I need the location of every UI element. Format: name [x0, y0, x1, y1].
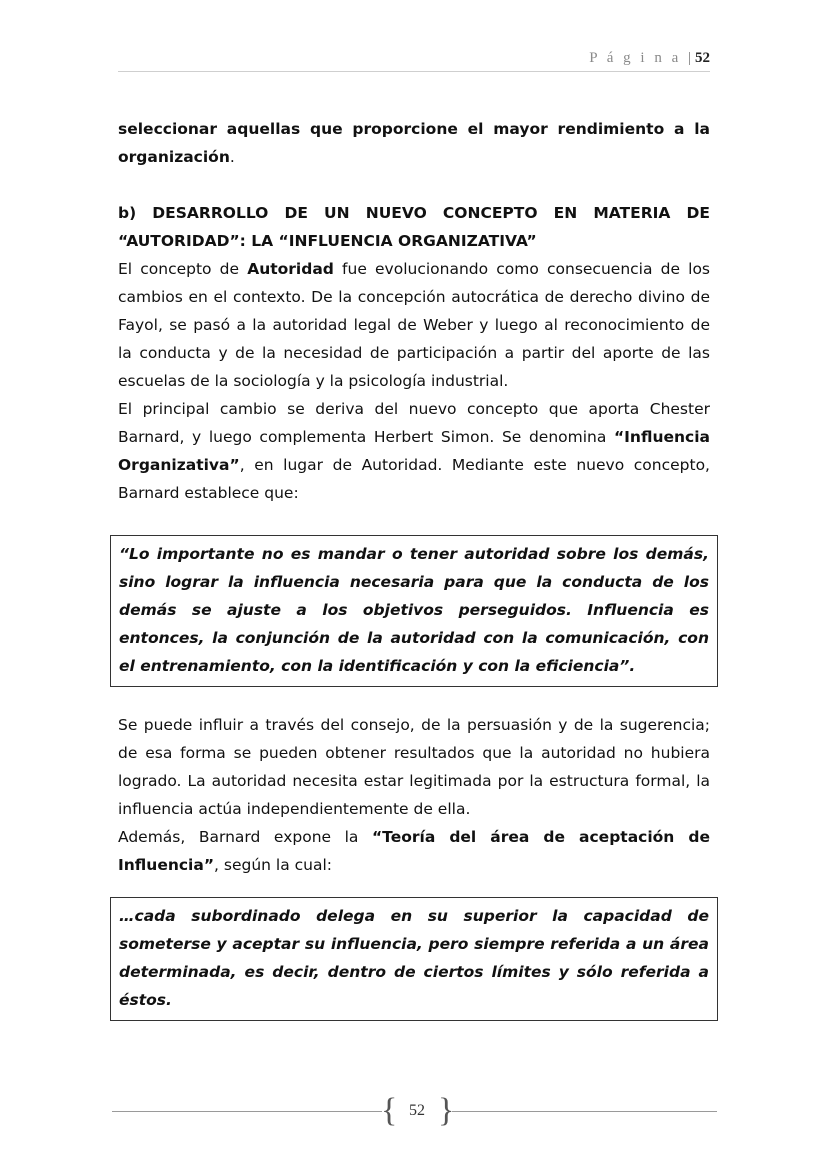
para1-text-a: El concepto de	[118, 260, 248, 278]
quote1-text: “Lo importante no es mandar o tener autoridad sobre los demás, sino lograr la influencia necesaria para que la conducta de los demás se ajuste a los objetivos perseguidos. Influencia es entonces, la conjunción de la autoridad con la comunicación, con el entrenamiento, con la identificación y con la eficiencia”.	[119, 545, 709, 675]
para4-bold: “Teoría del área de aceptación de Influencia”	[118, 828, 710, 874]
page-header	[118, 50, 710, 72]
header-rule	[118, 71, 710, 72]
page-body	[118, 115, 710, 1021]
intro-end: .	[229, 148, 235, 166]
paragraph-authority	[118, 255, 710, 395]
para2-text-b: , en lugar de Autoridad. Mediante este nuevo concepto, Barnard establece que:	[118, 456, 710, 502]
para2-text-a: El principal cambio se deriva del nuevo concepto que aporta Chester Barnard, y luego complementa Herbert Simon. Se denomina	[118, 400, 710, 446]
footer-brace-close: }	[438, 1092, 455, 1129]
quote-box-influence	[110, 535, 718, 687]
quote2-text: …cada subordinado delega en su superior la capacidad de someterse y aceptar su influencia, pero siempre referida a un área determinada, es decir, dentro de ciertos límites y sólo referida a éstos.	[119, 907, 709, 1009]
paragraph-persuasion: Se puede influir a través del consejo, de la persuasión y de la sugerencia; de esa forma se pueden obtener resultados que la autoridad no hubiera logrado. La autoridad necesita estar legitimada por la estructura formal, la influencia actúa independientemente de ella.	[118, 716, 710, 818]
quote-box-acceptance	[110, 897, 718, 1021]
paragraph-theory	[118, 823, 710, 879]
para1-bold: Autoridad	[247, 260, 334, 278]
footer-page-number: 52	[409, 1102, 425, 1119]
para1-text-b: fue evolucionando como consecuencia de los cambios en el contexto. De la concepción autocrática de derecho divino de Fayol, se pasó a la autoridad legal de Weber y luego al reconocimiento de la conducta y de la necesidad de participación a partir del aporte de las escuelas de la sociología y la psicología industrial.	[118, 260, 710, 390]
footer-rule-right	[452, 1111, 717, 1112]
section-heading: b) DESARROLLO DE UN NUEVO CONCEPTO EN MATERIA DE “AUTORIDAD”: LA “INFLUENCIA ORGANIZATIVA”	[118, 204, 710, 250]
footer-rule-left	[112, 1111, 382, 1112]
footer-brace-open: {	[381, 1092, 398, 1129]
para4-text-a: Además, Barnard expone la	[118, 828, 372, 846]
para4-text-b: , según la cual:	[214, 856, 333, 874]
intro-paragraph	[118, 115, 710, 171]
header-page-number: 52	[695, 50, 710, 66]
intro-text: seleccionar aquellas que proporcione el mayor rendimiento a la organización	[118, 120, 710, 166]
header-separator: |	[687, 50, 691, 66]
page-label: P á g i n a	[589, 50, 682, 66]
paragraph-barnard	[118, 395, 710, 507]
para2-bold: “Influencia Organizativa”	[118, 428, 710, 474]
